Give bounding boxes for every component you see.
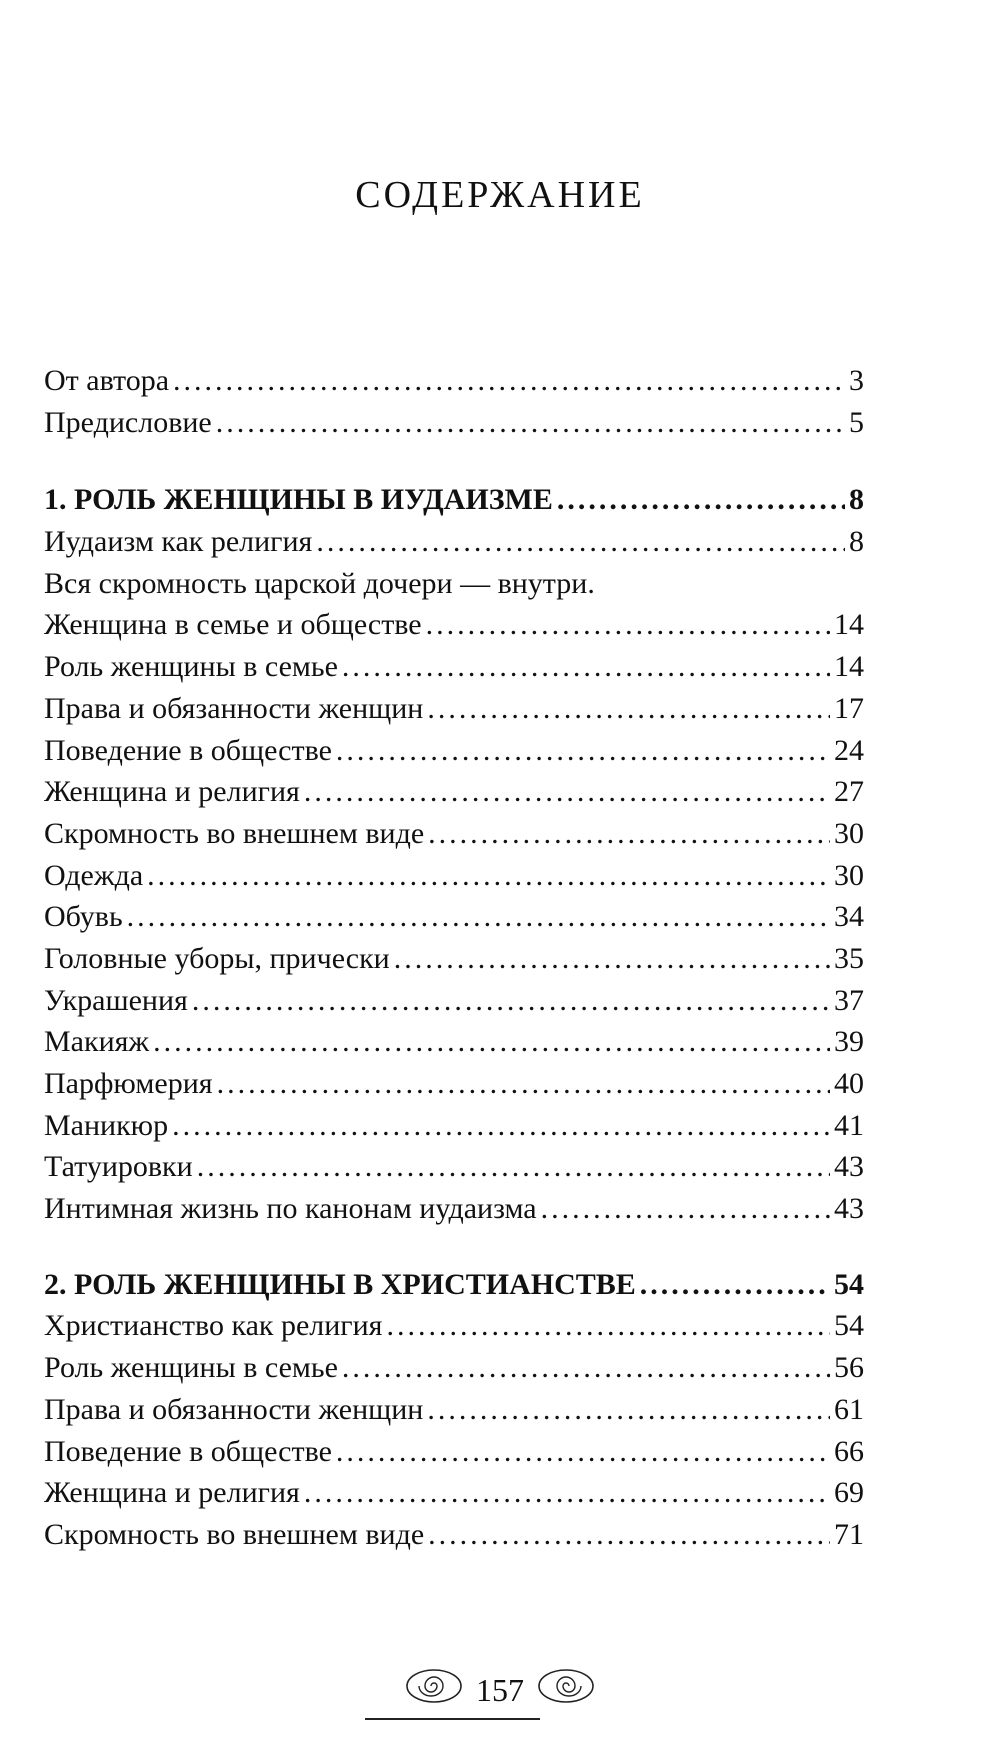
- dot-leader: [427, 1389, 830, 1431]
- toc-entry-page: 17: [834, 691, 864, 725]
- dot-leader: [304, 1472, 830, 1514]
- toc-entry-page: 34: [834, 900, 864, 934]
- dot-leader: [153, 1021, 830, 1063]
- toc-entry-title: Предисловие: [44, 405, 212, 439]
- toc-entry: [44, 1514, 864, 1556]
- toc-entry-page: 35: [834, 941, 864, 975]
- toc-section-1: [44, 479, 864, 1229]
- toc-entry-title: Женщина и религия: [44, 775, 300, 809]
- toc-entry-page: 43: [834, 1192, 864, 1226]
- dot-leader: [426, 604, 830, 646]
- toc-entry: [44, 1105, 864, 1147]
- dot-leader: [147, 855, 830, 897]
- dot-leader: [557, 479, 845, 521]
- toc-entry-title: Женщина и религия: [44, 1476, 300, 1510]
- toc-entry-title: Поведение в обществе: [44, 733, 332, 767]
- toc-entry: [44, 1146, 864, 1188]
- toc-entry: [44, 360, 864, 402]
- toc-entry: [44, 604, 864, 646]
- toc-entry: [44, 1021, 864, 1063]
- toc-entry-title: Головные уборы, прически: [44, 941, 390, 975]
- toc-entry: [44, 688, 864, 730]
- dot-leader: [197, 1146, 830, 1188]
- toc-section-2: [44, 1264, 864, 1556]
- toc-entry-title: Права и обязанности женщин: [44, 1392, 424, 1426]
- toc-entry-title: Христианство как религия: [44, 1309, 383, 1343]
- toc-entry-title: 2. РОЛЬ ЖЕНЩИНЫ В ХРИСТИАНСТВЕ: [44, 1267, 636, 1301]
- dot-leader: [386, 1305, 830, 1347]
- toc-entry-page: 27: [834, 775, 864, 809]
- dot-leader: [336, 1431, 830, 1473]
- toc-entry: [44, 855, 864, 897]
- dot-leader: [316, 521, 845, 563]
- toc-entry-title: Роль женщины в семье: [44, 1351, 338, 1385]
- toc-entry: [44, 402, 864, 444]
- toc-entry-page: 71: [834, 1517, 864, 1551]
- dot-leader: [336, 730, 830, 772]
- toc-section-heading: [44, 1264, 864, 1306]
- dot-leader: [541, 1188, 830, 1230]
- toc-entry: [44, 813, 864, 855]
- toc-entry: [44, 1389, 864, 1431]
- toc-entry-page: 8: [849, 483, 864, 517]
- toc-entry-title: Татуировки: [44, 1150, 193, 1184]
- toc-entry-page: 24: [834, 733, 864, 767]
- spiral-ornament-left-icon: [404, 1666, 464, 1714]
- toc-entry: [44, 938, 864, 980]
- toc-entry-title: Иудаизм как религия: [44, 525, 313, 559]
- page-number: 157: [476, 1671, 524, 1708]
- toc-entry-title: Макияж: [44, 1025, 150, 1059]
- footer-ornament-line: [365, 1718, 540, 1726]
- dot-leader: [428, 813, 830, 855]
- page-footer: [0, 1655, 1000, 1725]
- toc-entry-page: 14: [834, 608, 864, 642]
- dot-leader: [173, 360, 845, 402]
- toc-entry: [44, 730, 864, 772]
- toc-entry-page: 43: [834, 1150, 864, 1184]
- toc-entry-title: Украшения: [44, 983, 188, 1017]
- toc-entry-page: 54: [834, 1309, 864, 1343]
- toc-entry-title: Роль женщины в семье: [44, 650, 338, 684]
- toc-entry-page: 56: [834, 1351, 864, 1385]
- toc-entry-title: Поведение в обществе: [44, 1434, 332, 1468]
- dot-leader: [172, 1105, 830, 1147]
- spiral-ornament-right-icon: [536, 1666, 596, 1714]
- toc-entry-title: Обувь: [44, 900, 123, 934]
- toc-entry: [44, 771, 864, 813]
- toc-entry-page: 14: [834, 650, 864, 684]
- toc-entry-page: 40: [834, 1067, 864, 1100]
- toc-entry-page: 5: [849, 405, 864, 439]
- toc-entry-title: Парфюмерия: [44, 1067, 213, 1100]
- page-title: СОДЕРЖАНИЕ: [355, 174, 645, 217]
- toc-entry-title: Скромность во внешнем виде: [44, 816, 425, 850]
- dot-leader: [304, 771, 830, 813]
- toc-entry-title: Скромность во внешнем виде: [44, 1517, 425, 1551]
- toc-entry: [44, 980, 864, 1022]
- toc-entry: [44, 1188, 864, 1230]
- toc-entry-title: Интимная жизнь по канонам иудаизма: [44, 1192, 537, 1226]
- dot-leader: [640, 1264, 830, 1306]
- toc-entry-page: 39: [834, 1025, 864, 1059]
- toc-entry-page: 61: [834, 1392, 864, 1426]
- toc-entry-page: 30: [834, 858, 864, 892]
- toc-entry-page: 3: [849, 364, 864, 397]
- toc-entry-title: Права и обязанности женщин: [44, 691, 424, 725]
- toc-entry-title: Маникюр: [44, 1108, 169, 1142]
- toc-entry-title: Женщина в семье и обществе: [44, 608, 422, 642]
- toc-entry-page: 66: [834, 1434, 864, 1468]
- toc-section-heading: [44, 479, 864, 521]
- toc-entry-page: 54: [834, 1267, 864, 1301]
- dot-leader: [342, 646, 830, 688]
- dot-leader: [428, 1514, 830, 1556]
- toc-front-matter: [44, 360, 864, 443]
- toc-entry: [44, 1347, 864, 1389]
- toc-entry: [44, 646, 864, 688]
- dot-leader: [342, 1347, 830, 1389]
- toc-entry: [44, 896, 864, 938]
- table-of-contents: [44, 360, 864, 1556]
- dot-leader: [216, 402, 845, 444]
- toc-entry: [44, 1472, 864, 1514]
- toc-entry-page: 37: [834, 983, 864, 1017]
- toc-entry: [44, 1305, 864, 1347]
- toc-entry-page: 8: [849, 525, 864, 559]
- toc-entry: [44, 563, 864, 605]
- dot-leader: [427, 688, 830, 730]
- toc-entry: [44, 1431, 864, 1473]
- dot-leader: [394, 938, 830, 980]
- dot-leader: [127, 896, 830, 938]
- dot-leader: [217, 1063, 830, 1105]
- toc-entry-page: 41: [834, 1108, 864, 1142]
- toc-entry-title: 1. РОЛЬ ЖЕНЩИНЫ В ИУДАИЗМЕ: [44, 483, 553, 517]
- toc-entry: [44, 1063, 864, 1105]
- toc-entry-title: От автора: [44, 364, 170, 397]
- toc-entry-title: Вся скромность царской дочери — внутри.: [44, 566, 595, 600]
- dot-leader: [192, 980, 830, 1022]
- toc-entry-page: 30: [834, 816, 864, 850]
- toc-entry-page: 69: [834, 1476, 864, 1510]
- toc-entry-title: Одежда: [44, 858, 144, 892]
- toc-entry: [44, 521, 864, 563]
